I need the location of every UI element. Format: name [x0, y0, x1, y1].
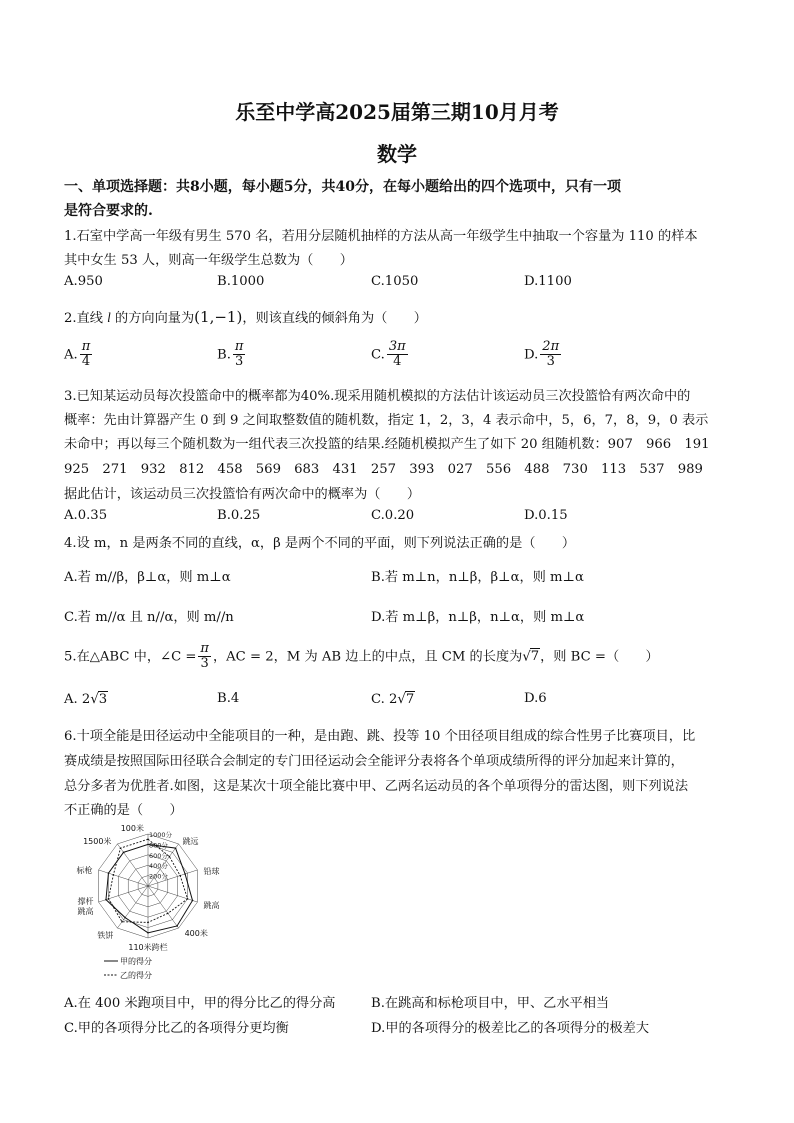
legend-yi: 乙的得分 [120, 971, 152, 980]
q6-option-b: B.在跳高和标枪项目中，甲、乙水平相当 [371, 996, 610, 1011]
radar-point [121, 921, 123, 923]
radar-tick-label: 400分 [149, 862, 168, 871]
q3-stem-line2: 概率：先由计算器产生 0 到 9 之间取整数值的随机数，指定 1，2，3，4 表示命中，5，6，7，8，9，0 表示 [64, 413, 709, 428]
q6-stem-line1: 6.十项全能是田径运动中全能项目的一种，是由跑、跳、投等 10 个田径项目组成的综合性男子比赛项目，比 [64, 729, 696, 744]
radar-spoke [148, 886, 197, 902]
radar-point [187, 898, 189, 900]
q2-option-d: D. $\frac{2\pi}{3}$ [524, 339, 560, 370]
q6-stem-line2: 赛成绩是按照国际田径联合会制定的专门田径运动会全能评分表将各个单项成绩所得的评分加起来计算的， [64, 754, 684, 769]
radar-spoke [99, 870, 148, 886]
radar-axis-label: 铅球 [203, 866, 220, 876]
q5-option-d: D.6 [524, 691, 547, 706]
radar-axis-label: 跳远 [182, 836, 199, 846]
q1-option-d: D.1100 [524, 274, 572, 289]
q3-option-c: C.0.20 [371, 508, 415, 523]
q5-option-c: C. 2√7 [371, 692, 415, 707]
radar-point [108, 872, 110, 874]
q1-stem-line1: 1.石室中学高一年级有男生 570 名，若用分层随机抽样的方法从高一年级学生中抽取一个容量为 110 的样本 [64, 229, 698, 244]
q6-stem-line4: 不正确的是（ ） [64, 803, 183, 818]
radar-axis-label: 400米 [184, 929, 208, 939]
q1-option-b: B.1000 [217, 274, 265, 289]
q4-stem: 4.设 m，n 是两条不同的直线，α，β 是两个不同的平面，则下列说法正确的是（ ） [64, 536, 576, 551]
radar-point [105, 899, 107, 901]
q6-option-a: A.在 400 米跑项目中，甲的得分比乙的得分高 [64, 996, 336, 1011]
radar-point [184, 873, 186, 875]
radar-point [147, 922, 149, 924]
radar-point [123, 852, 125, 854]
radar-point [108, 898, 110, 900]
q1-stem-line2: 其中女生 53 人，则高一年级学生总数为（ ） [64, 253, 353, 268]
q1-option-c: C.1050 [371, 274, 419, 289]
q3-stem-line3: 未命中；再以每三个随机数为一组代表三次投篮的结果.经随机模拟产生了如下 20 组随机数：907 966 191 [64, 437, 710, 452]
q2-stem: 2.直线 l 的方向向量为(1,−1)，则该直线的倾斜角为（ ） [64, 308, 427, 326]
q3-option-d: D.0.15 [524, 508, 568, 523]
radar-axis-label: 跳高 [77, 907, 94, 917]
radar-axis-label: 100米 [120, 824, 144, 833]
radar-point [124, 917, 126, 919]
radar-axis-label: 撑杆 [77, 897, 94, 907]
q3-option-a: A.0.35 [64, 508, 108, 523]
radar-point [113, 874, 115, 876]
q3-stem-line1: 3.已知某运动员每次投篮命中的概率都为40%.现采用随机模拟的方法估计该运动员三次投篮恰有两次命中的 [64, 389, 691, 404]
radar-point [175, 847, 177, 849]
radar-point [147, 932, 149, 934]
q4-option-c: C.若 m//α 且 n//α，则 m//n [64, 610, 234, 625]
q6-option-c: C.甲的各项得分比乙的各项得分更均衡 [64, 1021, 289, 1036]
radar-point [147, 838, 149, 840]
q2-option-a: A. $\frac{\pi}{4}$ [64, 339, 91, 370]
radar-tick-label: 600分 [149, 851, 168, 860]
radar-point [192, 900, 194, 902]
q3-option-b: B.0.25 [217, 508, 261, 523]
q5-option-b: B.4 [217, 691, 240, 706]
radar-point [179, 875, 181, 877]
radar-point [147, 844, 149, 846]
q3-random-numbers: 925 271 932 812 458 569 683 431 257 393 027 556 488 730 113 537 989 [64, 462, 703, 477]
radar-spoke [117, 844, 148, 886]
q6-stem-line3: 总分多者为优胜者.如图，这是某次十项全能比赛中甲、乙两名运动员的各个单项得分的雷达图，则下列说法 [64, 779, 689, 794]
radar-tick-label: 800分 [149, 841, 168, 850]
q2-option-c: C. $\frac{3\pi}{4}$ [371, 339, 406, 370]
q6-option-d: D.甲的各项得分的极差比乙的各项得分的极差大 [371, 1021, 650, 1036]
q4-option-d: D.若 m⊥β，n⊥β，n⊥α，则 m⊥α [371, 610, 585, 625]
q4-option-b: B.若 m⊥n，n⊥β，β⊥α，则 m⊥α [371, 570, 584, 585]
q2-option-b: B. $\frac{\pi}{3}$ [217, 339, 244, 370]
radar-point [167, 913, 169, 915]
radar-tick-label: 200分 [149, 872, 168, 881]
q3-stem-line5: 据此估计，该运动员三次投篮恰有两次命中的概率为（ ） [64, 487, 421, 502]
subject-title: 数学 [377, 142, 417, 166]
section-heading-line2: 是符合要求的. [64, 203, 153, 219]
radar-point [120, 847, 122, 849]
radar-axis-label: 110米跨栏 [128, 943, 168, 952]
radar-chart [60, 820, 230, 990]
q4-option-a: A.若 m//β，β⊥α，则 m⊥α [64, 570, 231, 585]
legend-jia: 甲的得分 [120, 957, 152, 966]
section-heading-line1: 一、单项选择题：共8小题，每小题5分，共40分，在每小题给出的四个选项中，只有一项 [64, 179, 621, 195]
radar-axis-label: 铁饼 [97, 931, 114, 941]
radar-axis-label: 1500米 [83, 836, 112, 846]
q5-stem: 5.在△ABC 中，∠C = $\frac{\pi}{3}$ ，AC = 2，M 为 AB 边上的中点，且 CM 的长度为√7，则 BC =（ ） [64, 641, 659, 672]
radar-axis-label: 标枪 [76, 865, 93, 875]
q5-option-a: A. 2√3 [64, 692, 108, 707]
q1-option-a: A.950 [64, 274, 103, 289]
exam-title: 乐至中学高2025届第三期10月月考 [235, 100, 559, 124]
radar-tick-label: 1000分 [149, 831, 173, 839]
radar-spoke [148, 886, 179, 928]
radar-point [169, 856, 171, 858]
radar-point [176, 925, 178, 927]
radar-axis-label: 跳高 [203, 901, 220, 911]
